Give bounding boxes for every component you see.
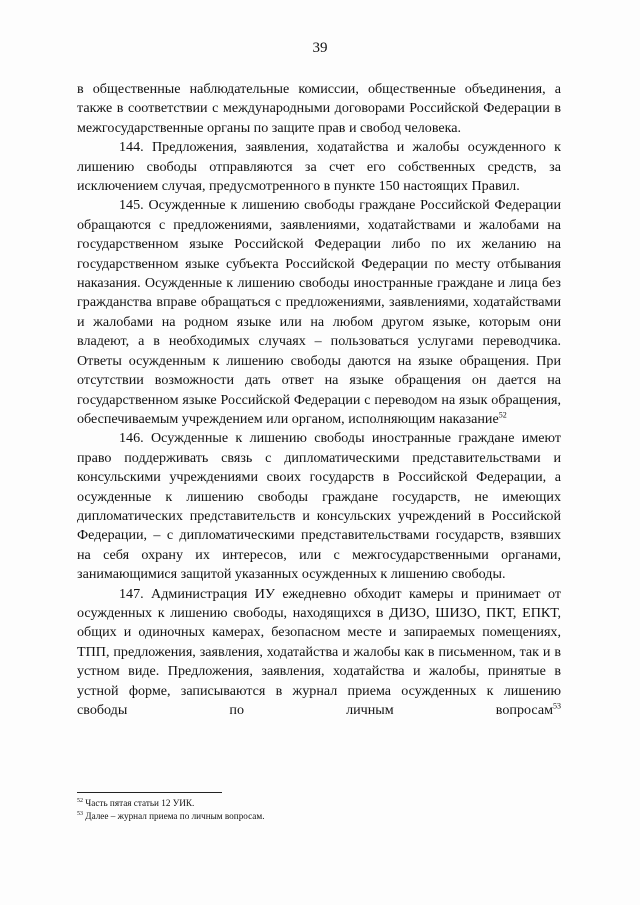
footnote-divider bbox=[77, 792, 222, 793]
paragraph-147 bbox=[77, 585, 561, 721]
footnote-text: Часть пятая статьи 12 УИК. bbox=[83, 798, 195, 808]
paragraph-144 bbox=[77, 138, 561, 196]
paragraph-text: 144. Предложения, заявления, ходатайства и жалобы осужденного к лишению свободы отправляются за счет его собственных средств, за исключением случая, предусмотренного в пункте 150 настоящих Правил. bbox=[77, 139, 561, 195]
paragraph-continuation bbox=[77, 80, 561, 138]
footnote-ref-52: 52 bbox=[498, 410, 507, 420]
page-number: 39 bbox=[312, 40, 328, 56]
body-text bbox=[77, 80, 561, 720]
paragraph-text: 145. Осужденные к лишению свободы граждане Российской Федерации обращаются с предложениями, заявлениями, ходатайствами и жалобами на государственном языке Российской Федерации либо по их желанию на государственном языке субъекта Российской Федерации по месту отбывания наказания. Осужденные к лишению свободы иностранные граждане и лица без гражданства вправе обращаться с предложениями, заявлениями, ходатайствами и жалобами на родном языке или на любом другом языке, которым они владеют, а в необходимых случаях – пользоваться услугами переводчика. Ответы осужденным к лишению свободы даются на языке обращения. При отсутствии возможности дать ответ на языке обращения он дается на государственном языке Российской Федерации с переводом на язык обращения, обеспечиваемым учреждением или органом, исполняющим наказание bbox=[77, 197, 561, 427]
footnote-mark: 52 bbox=[77, 797, 83, 804]
footnote-text: Далее – журнал приема по личным вопросам. bbox=[83, 810, 265, 821]
paragraph-145 bbox=[77, 196, 561, 429]
footnote-53 bbox=[77, 810, 561, 823]
paragraph-text: 147. Администрация ИУ ежедневно обходит камеры и принимает от осужденных к лишению свободы, находящихся в ДИЗО, ШИЗО, ПКТ, ЕПКТ, общих и одиночных камерах, безопасном месте и запираемых помещениях, ТПП, предложения, заявления, ходатайства и жалобы как в письменном, так и в устном виде. Предложения, заявления, ходатайства и жалобы, принятые в устной форме, записываются в журнал приема осужденных к лишению свободы по личным вопросам bbox=[77, 585, 561, 718]
footnotes bbox=[77, 797, 561, 822]
footnote-ref-53: 53 bbox=[553, 701, 561, 711]
footnote-52 bbox=[77, 797, 561, 810]
paragraph-text: 146. Осужденные к лишению свободы иностранные граждане имеют право поддерживать связь с дипломатическими представительствами и консульскими учреждениями своих государств в Российской Федерации, а осужденные к лишению свободы граждане государств, не имеющих дипломатических представительств и консульских учреждений в Российской Федерации, – с дипломатическими представительствами государств, взявших на себя охрану их интересов, или с межгосударственными органами, занимающимися защитой указанных осужденных к лишению свободы. bbox=[77, 430, 561, 583]
paragraph-146 bbox=[77, 429, 561, 584]
footnote-mark: 53 bbox=[77, 810, 83, 817]
paragraph-text: в общественные наблюдательные комиссии, общественные объединения, а также в соответствии с международными договорами Российской Федерации в межгосударственные органы по защите прав и свобод человека. bbox=[77, 81, 561, 136]
